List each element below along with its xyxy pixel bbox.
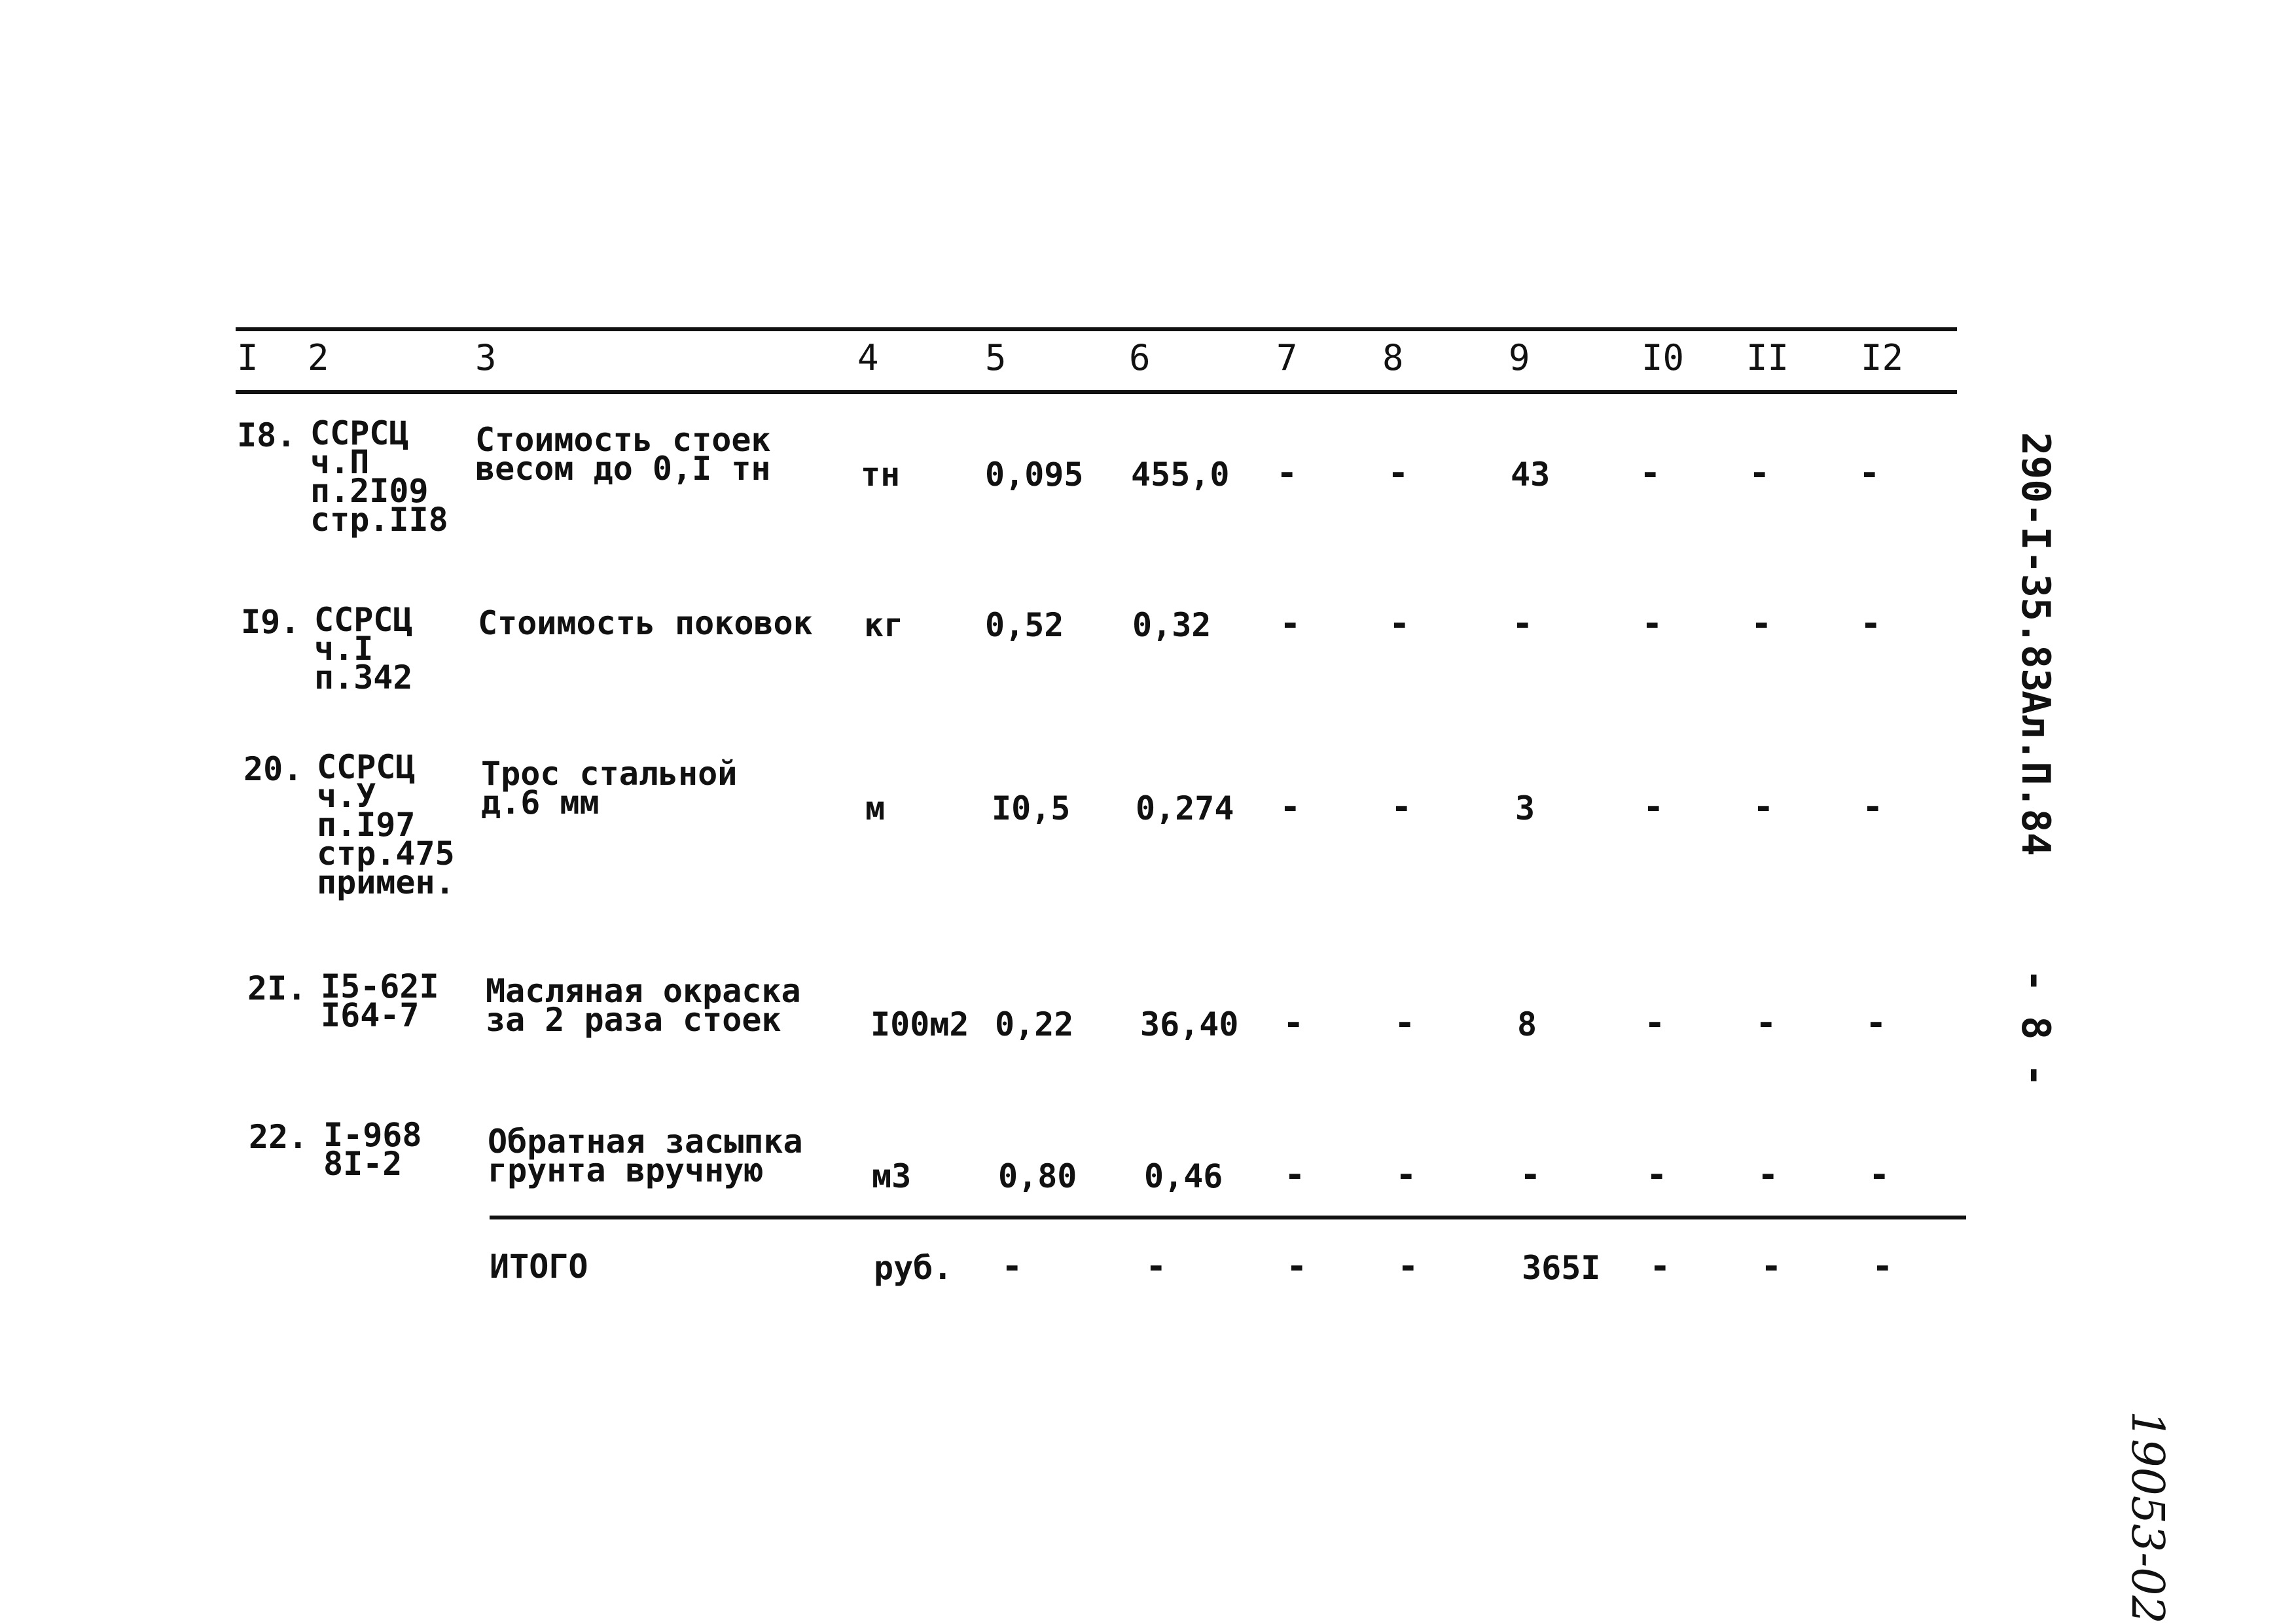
row-cell: - xyxy=(1512,603,1534,644)
row-reference: I-968 8I-2 xyxy=(323,1116,422,1183)
row-cell: - xyxy=(1276,452,1298,494)
total-label: ИТОГО xyxy=(490,1248,588,1286)
col-header: 9 xyxy=(1509,337,1530,378)
row-cell: - xyxy=(1280,603,1301,644)
row-cost: 43 xyxy=(1511,456,1551,494)
row-cost: 3 xyxy=(1515,789,1535,827)
row-number: 22. xyxy=(249,1118,308,1156)
col-header: 2 xyxy=(308,337,329,378)
row-description: Стоимость стоек весом до 0,I тн xyxy=(475,421,771,488)
col-header: 4 xyxy=(857,337,879,378)
row-number: I9. xyxy=(241,603,300,641)
row-price: 0,274 xyxy=(1136,789,1234,827)
row-reference: ССРСЦ ч.У п.I97 стр.475 примен. xyxy=(317,748,455,901)
row-cell: - xyxy=(1391,786,1412,827)
col-header: 7 xyxy=(1276,337,1298,378)
row-quantity: I0,5 xyxy=(992,789,1071,827)
document-code: 290-I-35.83 xyxy=(2013,432,2058,693)
row-cell: - xyxy=(1755,1002,1777,1043)
row-description: Стоимость поковок xyxy=(478,604,813,642)
row-description: Обратная засыпка грунта вручную xyxy=(488,1123,803,1189)
row-cell: - xyxy=(1395,1154,1417,1195)
row-cell: - xyxy=(1644,1002,1666,1043)
row-price: 0,46 xyxy=(1144,1157,1223,1195)
sheet-label: Ал.П.84 xyxy=(2013,691,2058,856)
total-cell: - xyxy=(1761,1246,1782,1287)
header-bottom-rule xyxy=(236,390,1957,394)
row-cell: - xyxy=(1859,452,1880,494)
row-reference: I5-62I I64-7 xyxy=(321,967,439,1034)
col-header: 6 xyxy=(1129,337,1151,378)
col-header: 3 xyxy=(475,337,497,378)
row-number: 2I. xyxy=(247,969,307,1007)
row-cell: - xyxy=(1860,603,1882,644)
row-unit: м xyxy=(865,789,886,827)
row-cell: - xyxy=(1749,452,1770,494)
row-unit: кг xyxy=(864,606,904,644)
col-header: I0 xyxy=(1641,337,1685,378)
row-cell: - xyxy=(1646,1154,1668,1195)
row-cell: - xyxy=(1389,603,1410,644)
row-price: 455,0 xyxy=(1131,456,1230,494)
row-reference: ССРСЦ ч.П п.2I09 стр.II8 xyxy=(310,414,448,539)
row-cell: - xyxy=(1284,1154,1306,1195)
row-price: 36,40 xyxy=(1140,1005,1239,1043)
col-header: I2 xyxy=(1861,337,1904,378)
total-cost: 365I xyxy=(1522,1249,1601,1287)
col-header: I xyxy=(237,337,259,378)
row-cell: - xyxy=(1753,786,1774,827)
row-quantity: 0,095 xyxy=(985,456,1084,494)
row-quantity: 0,80 xyxy=(998,1157,1077,1195)
row-cell: - xyxy=(1641,603,1663,644)
total-cell: - xyxy=(1145,1246,1167,1287)
row-cell: - xyxy=(1280,786,1301,827)
col-header: 5 xyxy=(985,337,1007,378)
row-cell: - xyxy=(1394,1002,1416,1043)
row-cell: - xyxy=(1388,452,1409,494)
row-unit: тн xyxy=(861,456,901,494)
total-cell: - xyxy=(1286,1246,1308,1287)
row-description: Трос стальной д.6 мм xyxy=(481,755,738,821)
row-reference: ССРСЦ ч.I п.342 xyxy=(314,601,413,696)
total-unit: руб. xyxy=(874,1249,953,1287)
col-header: II xyxy=(1746,337,1789,378)
row-cell: - xyxy=(1865,1002,1887,1043)
row-unit: м3 xyxy=(872,1157,912,1195)
row-cell: - xyxy=(1869,1154,1890,1195)
total-cell: - xyxy=(1872,1246,1893,1287)
col-header: 8 xyxy=(1382,337,1404,378)
total-rule xyxy=(490,1216,1966,1219)
total-cell: - xyxy=(1649,1246,1671,1287)
table-top-rule xyxy=(236,327,1957,331)
row-cell: - xyxy=(1751,603,1772,644)
row-cell: - xyxy=(1640,452,1661,494)
archive-stamp: 19053-02 xyxy=(2121,1411,2173,1624)
row-cell: - xyxy=(1643,786,1664,827)
page-number: - 8 - xyxy=(2013,969,2058,1087)
row-cell: - xyxy=(1862,786,1884,827)
row-cost: 8 xyxy=(1517,1005,1537,1043)
row-cell: - xyxy=(1283,1002,1304,1043)
row-number: 20. xyxy=(243,750,303,788)
total-cell: - xyxy=(1001,1246,1023,1287)
row-cell: - xyxy=(1520,1154,1541,1195)
row-description: Масляная окраска за 2 раза стоек xyxy=(486,972,801,1039)
row-quantity: 0,22 xyxy=(995,1005,1074,1043)
row-cell: - xyxy=(1757,1154,1779,1195)
total-cell: - xyxy=(1397,1246,1419,1287)
row-price: 0,32 xyxy=(1132,606,1211,644)
row-number: I8. xyxy=(237,416,296,454)
row-unit: I00м2 xyxy=(870,1005,969,1043)
row-quantity: 0,52 xyxy=(985,606,1064,644)
